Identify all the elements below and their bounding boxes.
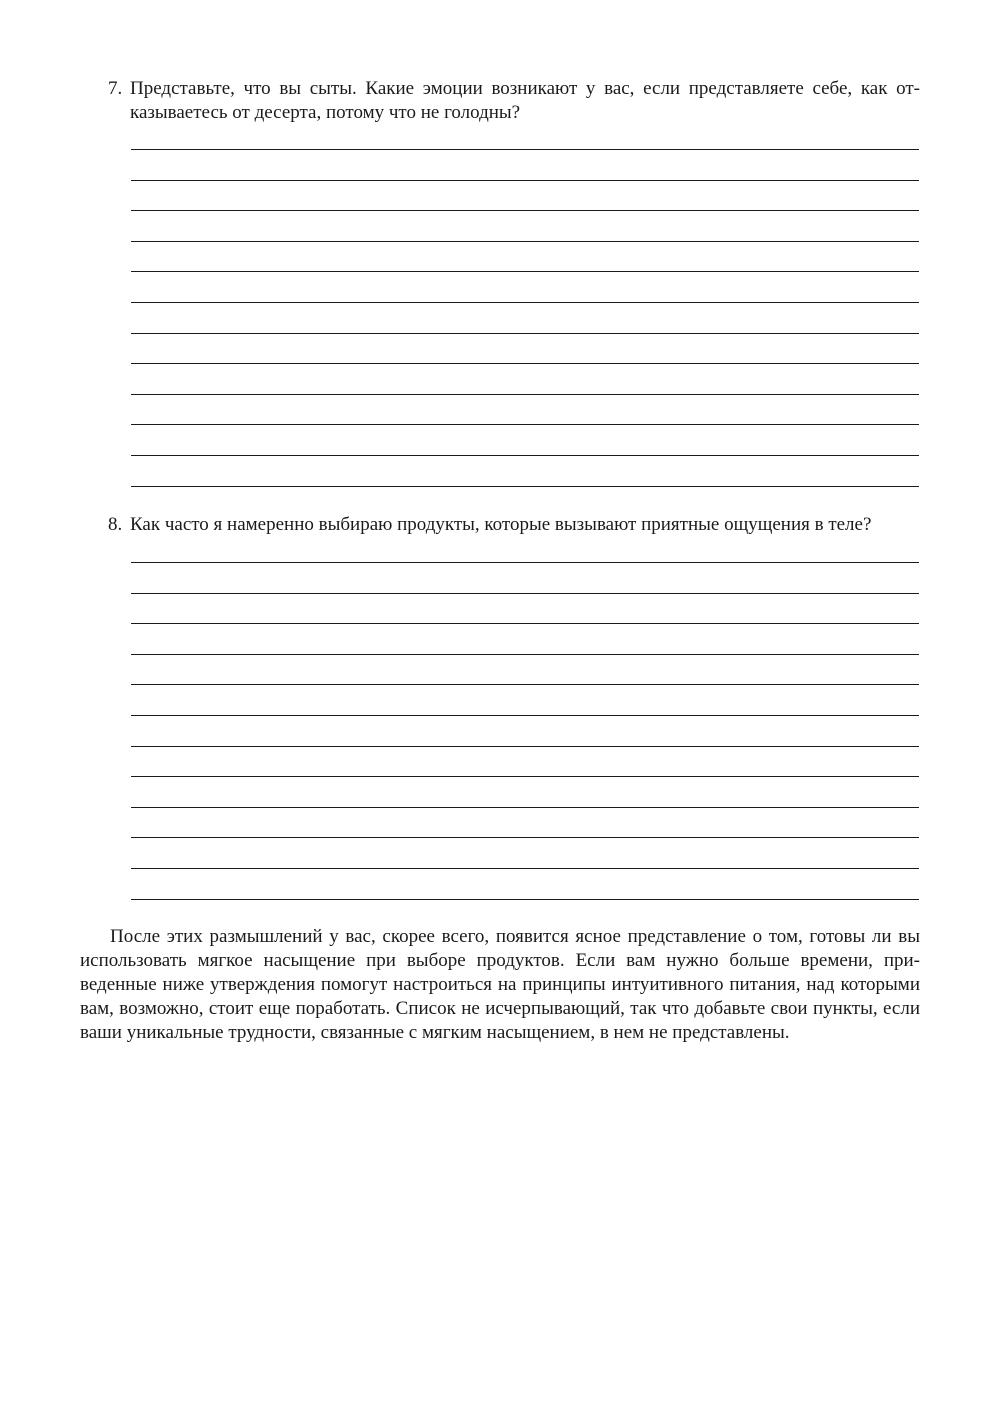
question-8	[108, 513, 920, 537]
answer-line[interactable]	[131, 363, 919, 364]
answer-line[interactable]	[131, 776, 919, 777]
answer-line[interactable]	[131, 302, 919, 303]
answer-line[interactable]	[131, 271, 919, 272]
answer-line[interactable]	[131, 562, 919, 563]
answer-line[interactable]	[131, 868, 919, 869]
answer-line[interactable]	[131, 424, 919, 425]
answer-line[interactable]	[131, 746, 919, 747]
question-8-text: Как часто я намеренно выбираю продукты, которые вызывают приятные ощущения в теле?	[130, 514, 872, 535]
answer-line[interactable]	[131, 333, 919, 334]
answer-line[interactable]	[131, 684, 919, 685]
answer-line[interactable]	[131, 654, 919, 655]
answer-line[interactable]	[131, 394, 919, 395]
closing-paragraph: После этих размышлений у вас, скорее всего, появится ясное представление о том, готовы ли вы использовать мягкое насыщение при выборе продуктов. Если вам нужно больше времени, приведенные ниже утверждения помогут настроиться на принципы интуитивного питания, над которыми вам, возможно, стоит еще поработать. Список не исчерпывающий, так что добавьте свои пункты, если ваши уникальные трудности, связанные с мягким насыщением, в нем не представлены.	[80, 926, 920, 1043]
answer-line[interactable]	[131, 455, 919, 456]
answer-line[interactable]	[131, 149, 919, 150]
answer-line[interactable]	[131, 593, 919, 594]
answer-line[interactable]	[131, 899, 919, 900]
answer-line[interactable]	[131, 180, 919, 181]
question-7-text: Представьте, что вы сыты. Какие эмоции возникают у вас, если представляете себе, как отказываетесь от десерта, потому что не голодны?	[130, 78, 920, 123]
answer-line[interactable]	[131, 210, 919, 211]
question-8-number: 8.	[108, 514, 123, 535]
answer-line[interactable]	[131, 715, 919, 716]
question-7	[108, 77, 920, 125]
question-7-number: 7.	[108, 78, 123, 99]
answer-line[interactable]	[131, 241, 919, 242]
answer-line[interactable]	[131, 837, 919, 838]
answer-line[interactable]	[131, 807, 919, 808]
answer-line[interactable]	[131, 623, 919, 624]
answer-line[interactable]	[131, 486, 919, 487]
